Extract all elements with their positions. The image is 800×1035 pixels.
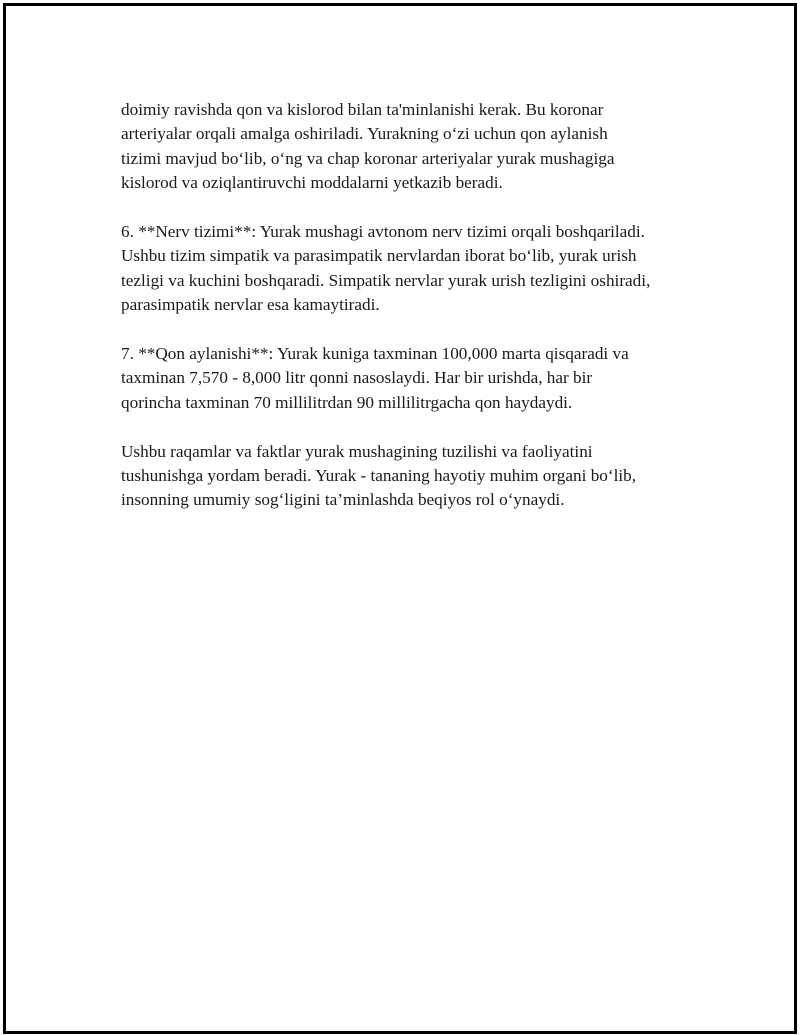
text-line: parasimpatik nervlar esa kamaytiradi. <box>121 295 380 315</box>
text-line: kislorod va oziqlantiruvchi moddalarni yetkazib beradi. <box>121 173 503 193</box>
paragraph-blood-circulation <box>121 342 701 415</box>
text-line: insonning umumiy sog‘ligini ta’minlashda beqiyos rol o‘ynaydi. <box>121 490 565 510</box>
text-line: arteriyalar orqali amalga oshiriladi. Yurakning o‘zi uchun qon aylanish <box>121 124 608 144</box>
text-line: tizimi mavjud bo‘lib, o‘ng va chap koronar arteriyalar yurak mushagiga <box>121 148 615 168</box>
document-body <box>121 98 701 537</box>
text-line: tezligi va kuchini boshqaradi. Simpatik nervlar yurak urish tezligini oshiradi, <box>121 270 651 290</box>
text-line: Ushbu tizim simpatik va parasimpatik nervlardan iborat bo‘lib, yurak urish <box>121 246 637 266</box>
text-line: taxminan 7,570 - 8,000 litr qonni nasoslaydi. Har bir urishda, har bir <box>121 368 593 388</box>
text-line: doimiy ravishda qon va kislorod bilan ta'minlanishi kerak. Bu koronar <box>121 100 604 119</box>
document-page <box>3 3 797 1034</box>
text-line: 6. **Nerv tizimi**: Yurak mushagi avtonom nerv tizimi orqali boshqariladi. <box>121 222 645 242</box>
text-line: qorincha taxminan 70 millilitrdan 90 millilitrgacha qon haydaydi. <box>121 392 573 412</box>
paragraph-nervous-system <box>121 220 701 318</box>
text-line: Ushbu raqamlar va faktlar yurak mushagining tuzilishi va faoliyatini <box>121 441 593 461</box>
text-line: tushunishga yordam beradi. Yurak - tananing hayotiy muhim organi bo‘lib, <box>121 466 637 486</box>
paragraph-conclusion <box>121 440 701 513</box>
text-line: 7. **Qon aylanishi**: Yurak kuniga taxminan 100,000 marta qisqaradi va <box>121 344 629 364</box>
paragraph-coronary-supply <box>121 98 701 196</box>
